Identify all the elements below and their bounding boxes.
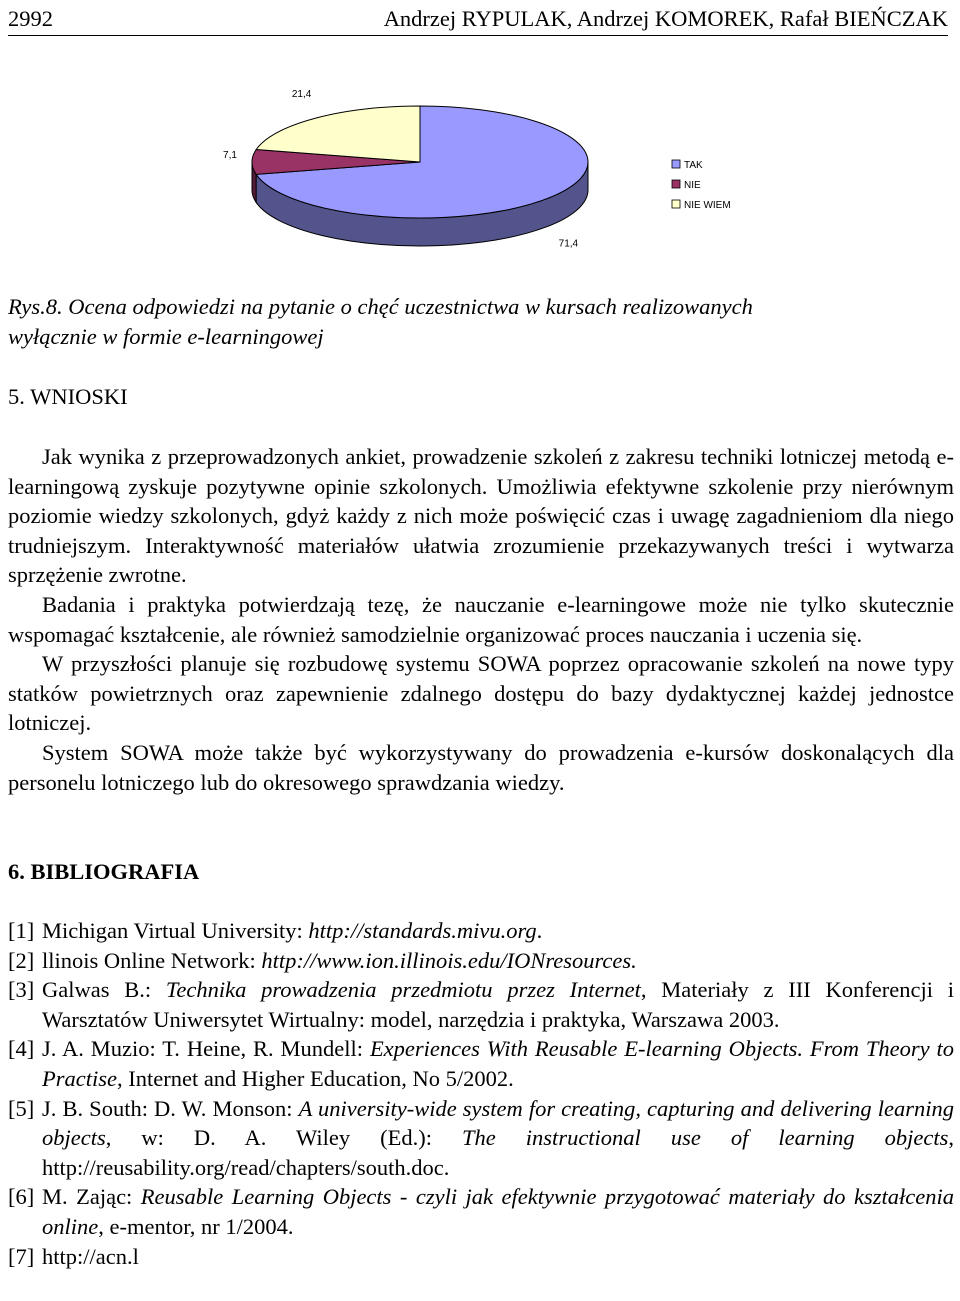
paragraph: Jak wynika z przeprowadzonych ankiet, prowadzenie szkoleń z zakresu techniki lotniczej metodą e-learningową zyskuje pozytywne opinie szkolonych. Umożliwia efektywne szkolenie przy nierównym poziomie wiedzy szkolonych, gdyż każdy z nich może poświęcić czas i uwagę zagadnieniom dla niego trudniejszym. Interaktywność materiałów ułatwia zrozumienie przekazywanych treści i wytwarza sprzężenie zwrotne. bbox=[8, 444, 954, 588]
bib-text: , w: D. A. Wiley (Ed.): bbox=[105, 1125, 463, 1151]
legend-swatch bbox=[672, 200, 680, 208]
bib-entry bbox=[8, 1242, 954, 1272]
pie-group bbox=[223, 89, 588, 250]
paragraph: System SOWA może także być wykorzystywany do prowadzenia e-kursów doskonalących dla personelu lotniczego lub do okresowego sprawdzania wiedzy. bbox=[8, 739, 954, 795]
bib-title: Reusable Learning Objects - czyli jak efektywnie przygotować materiały do kształcenia online bbox=[42, 1184, 954, 1239]
bib-text: , http://reusability.org/read/chapters/south.doc. bbox=[42, 1125, 954, 1180]
bib-number: [1] bbox=[8, 918, 35, 943]
data-label: 71,4 bbox=[558, 238, 579, 250]
bib-text: . bbox=[536, 918, 543, 943]
bib-title: Technika prowadzenia przedmiotu przez Internet bbox=[165, 977, 641, 1003]
bib-entry bbox=[8, 975, 954, 1034]
bib-text: , Internet and Higher Education, No 5/2002. bbox=[116, 1065, 514, 1091]
caption-line-2: wyłącznie w formie e-learningowej bbox=[8, 324, 324, 349]
bib-text: Michigan Virtual University: bbox=[42, 918, 309, 943]
bib-url: http://www.ion.illinois.edu/IONresources. bbox=[261, 947, 637, 973]
pie-chart bbox=[210, 89, 810, 256]
running-header bbox=[8, 4, 948, 36]
bib-text: llinois Online Network: bbox=[42, 947, 262, 973]
bibliography-list bbox=[8, 916, 954, 1271]
section-5-body bbox=[8, 442, 954, 797]
bib-text: J. A. Muzio: T. Heine, R. Mundell: bbox=[42, 1036, 370, 1062]
bib-entry bbox=[8, 916, 954, 946]
bib-text: , Materiały z III Konferencji i Warsztatów Uniwersytet Wirtualny: model, narzędzia i praktyka, Warszawa 2003. bbox=[42, 977, 955, 1032]
bib-entry bbox=[8, 946, 954, 976]
bib-text: , e-mentor, nr 1/2004. bbox=[98, 1213, 294, 1239]
caption-line-1: Rys.8. Ocena odpowiedzi na pytanie o chęć uczestnictwa w kursach realizowanych bbox=[8, 294, 753, 319]
bib-entry bbox=[8, 1182, 954, 1241]
header-authors: Andrzej RYPULAK, Andrzej KOMOREK, Rafał BIEŃCZAK bbox=[383, 6, 948, 31]
bib-title: A university-wide system for creating, capturing and delivering learning objects bbox=[42, 1095, 954, 1151]
bib-number: [7] bbox=[8, 1243, 35, 1269]
page-number: 2992 bbox=[8, 6, 53, 31]
bib-entry bbox=[8, 1034, 954, 1093]
section-6-heading: 6. BIBLIOGRAFIA bbox=[8, 859, 200, 884]
paragraph: Badania i praktyka potwierdzają tezę, że nauczanie e-learningowe może nie tylko skutecznie wspomagać kształcenie, ale również samodzielnie organizować proces nauczania i uczenia się. bbox=[8, 591, 954, 647]
bib-text: M. Zając: bbox=[42, 1184, 141, 1210]
bib-number: [6] bbox=[8, 1184, 35, 1210]
legend-label: NIE WIEM bbox=[684, 200, 731, 211]
chart-legend bbox=[672, 160, 731, 211]
bib-title: Experiences With Reusable E-learning Objects. From Theory to Practise bbox=[42, 1036, 954, 1091]
bib-url: http://standards.mivu.org bbox=[308, 918, 537, 943]
legend-swatch bbox=[672, 180, 680, 188]
bib-number: [3] bbox=[8, 977, 35, 1003]
legend-label: TAK bbox=[684, 160, 703, 171]
bib-text: Galwas B.: bbox=[42, 977, 166, 1003]
bib-text: J. B. South: D. W. Monson: bbox=[42, 1095, 299, 1121]
section-5-heading: 5. WNIOSKI bbox=[8, 384, 128, 409]
data-label: 21,4 bbox=[291, 89, 312, 101]
legend-swatch bbox=[672, 160, 680, 168]
bib-text: http://acn.l bbox=[42, 1243, 139, 1269]
bib-entry bbox=[8, 1094, 954, 1183]
figure-caption bbox=[8, 292, 908, 352]
bib-number: [4] bbox=[8, 1036, 35, 1062]
bib-title: The instructional use of learning objects bbox=[462, 1125, 949, 1151]
paragraph: W przyszłości planuje się rozbudowę systemu SOWA poprzez opracowanie szkoleń na nowe typy statków powietrznych oraz zapewnienie zdalnego dostępu do bazy dydaktycznej każdej jednostce lotniczej. bbox=[8, 651, 954, 736]
bib-number: [5] bbox=[8, 1095, 35, 1121]
legend-label: NIE bbox=[684, 180, 701, 191]
bib-number: [2] bbox=[8, 947, 35, 973]
data-label: 7,1 bbox=[223, 149, 237, 161]
